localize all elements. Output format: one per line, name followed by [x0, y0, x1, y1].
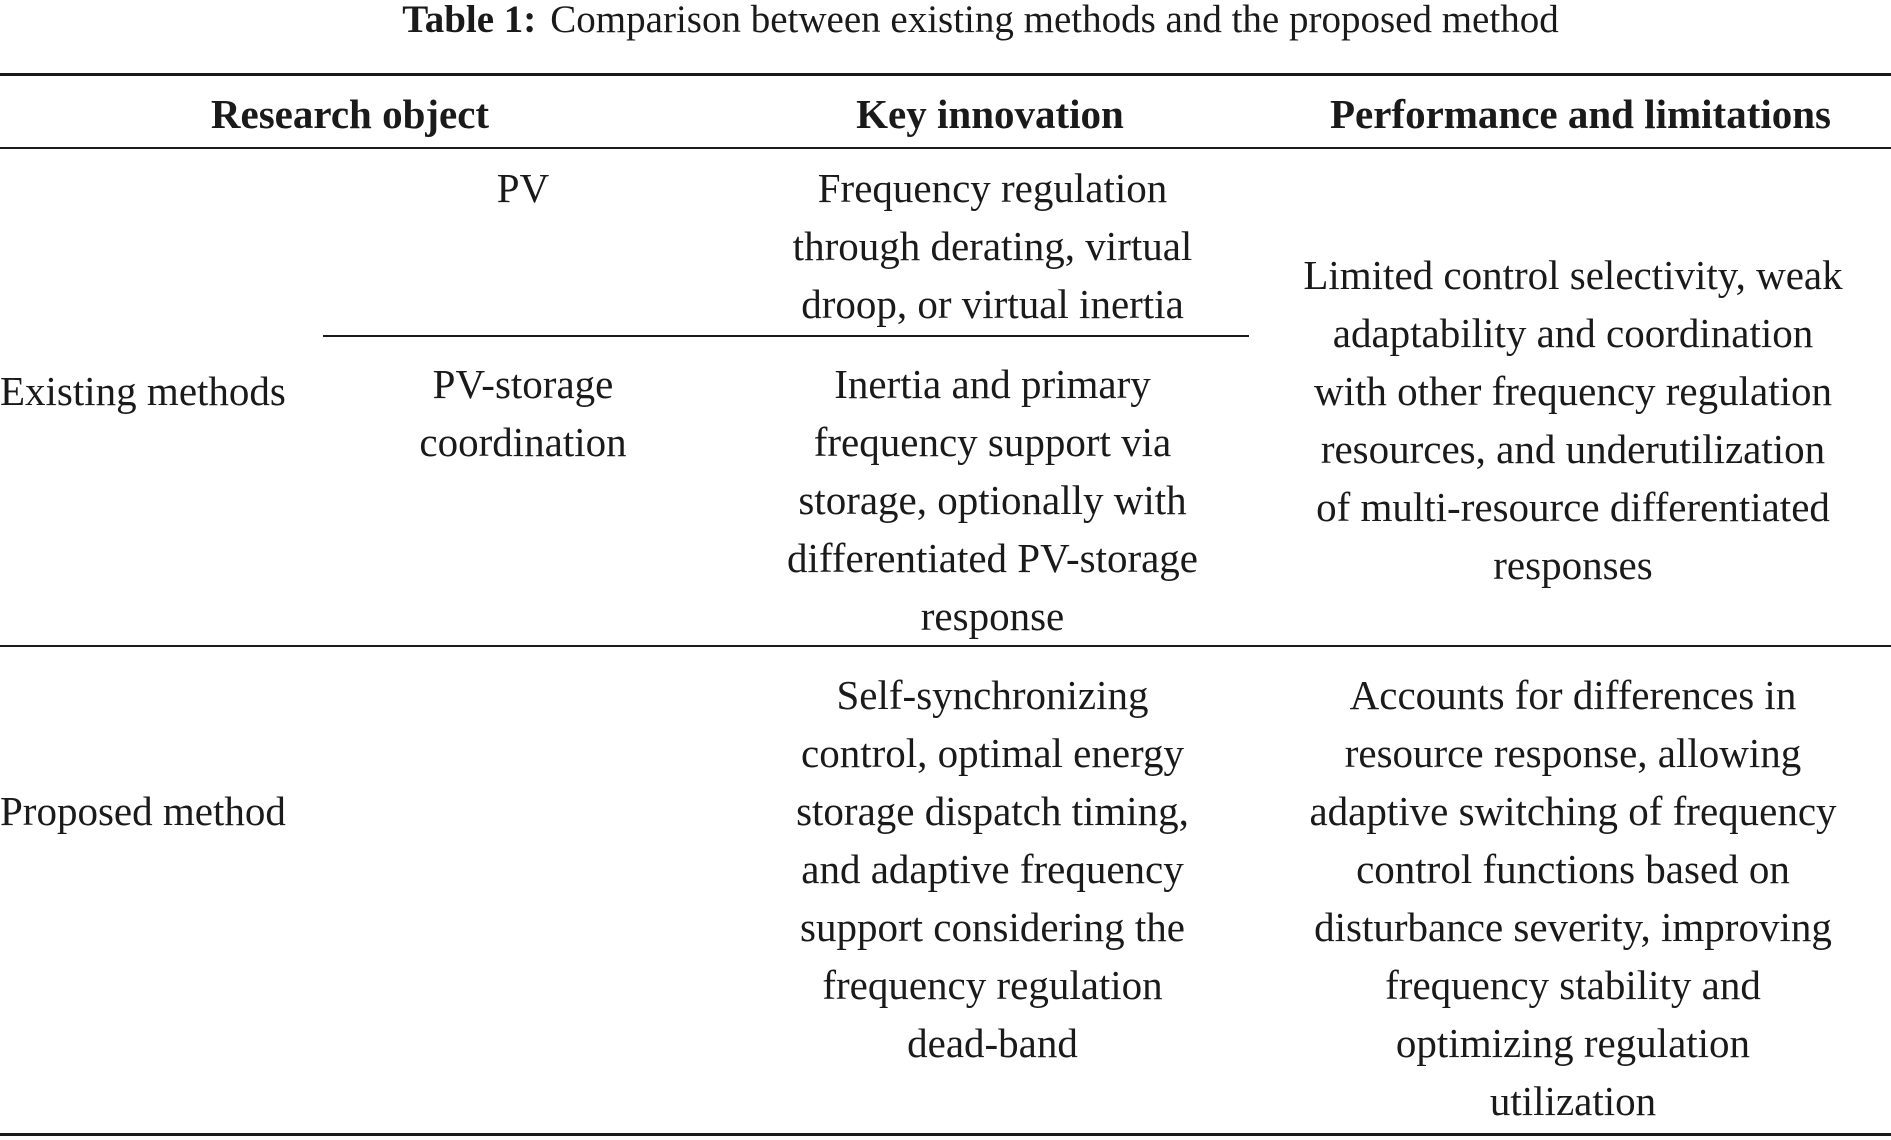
performance-proposed: Accounts for differences in resource response, allowing adaptive switching of frequency control functions based on disturbance severity, improving frequency stability and optimizing regulation utilization [1309, 672, 1837, 1124]
group-label-proposed: Proposed method [0, 788, 286, 834]
header-performance: Performance and limitations [1329, 91, 1832, 137]
header-key-innovation: Key innovation [856, 91, 1124, 137]
bottom-rule [0, 1133, 1891, 1136]
caption-text: Comparison between existing methods and the proposed method [550, 0, 1559, 41]
group-rule [0, 645, 1891, 647]
header-rule [0, 147, 1891, 149]
group-label-existing: Existing methods [0, 368, 286, 414]
caption-label: Table 1: [402, 0, 537, 41]
header-research-object: Research object [210, 91, 490, 137]
table-caption [0, 0, 1891, 40]
subrow-rule [323, 335, 1249, 337]
innovation-pv-storage: Inertia and primary frequency support via storage, optionally with differentiated PV-storage response [786, 361, 1199, 639]
innovation-pv: Frequency regulation through derating, virtual droop, or virtual inertia [792, 165, 1193, 327]
top-rule [0, 73, 1891, 76]
innovation-proposed: Self-synchronizing control, optimal energy storage dispatch timing, and adaptive frequency support considering the frequency regulation dead-band [796, 672, 1189, 1066]
performance-existing: Limited control selectivity, weak adaptability and coordination with other frequency regulation resources, and underutilization of multi-resource differentiated responses [1303, 252, 1843, 588]
research-object-pv: PV [496, 165, 550, 211]
research-object-pv-storage: PV-storage coordination [419, 361, 627, 465]
